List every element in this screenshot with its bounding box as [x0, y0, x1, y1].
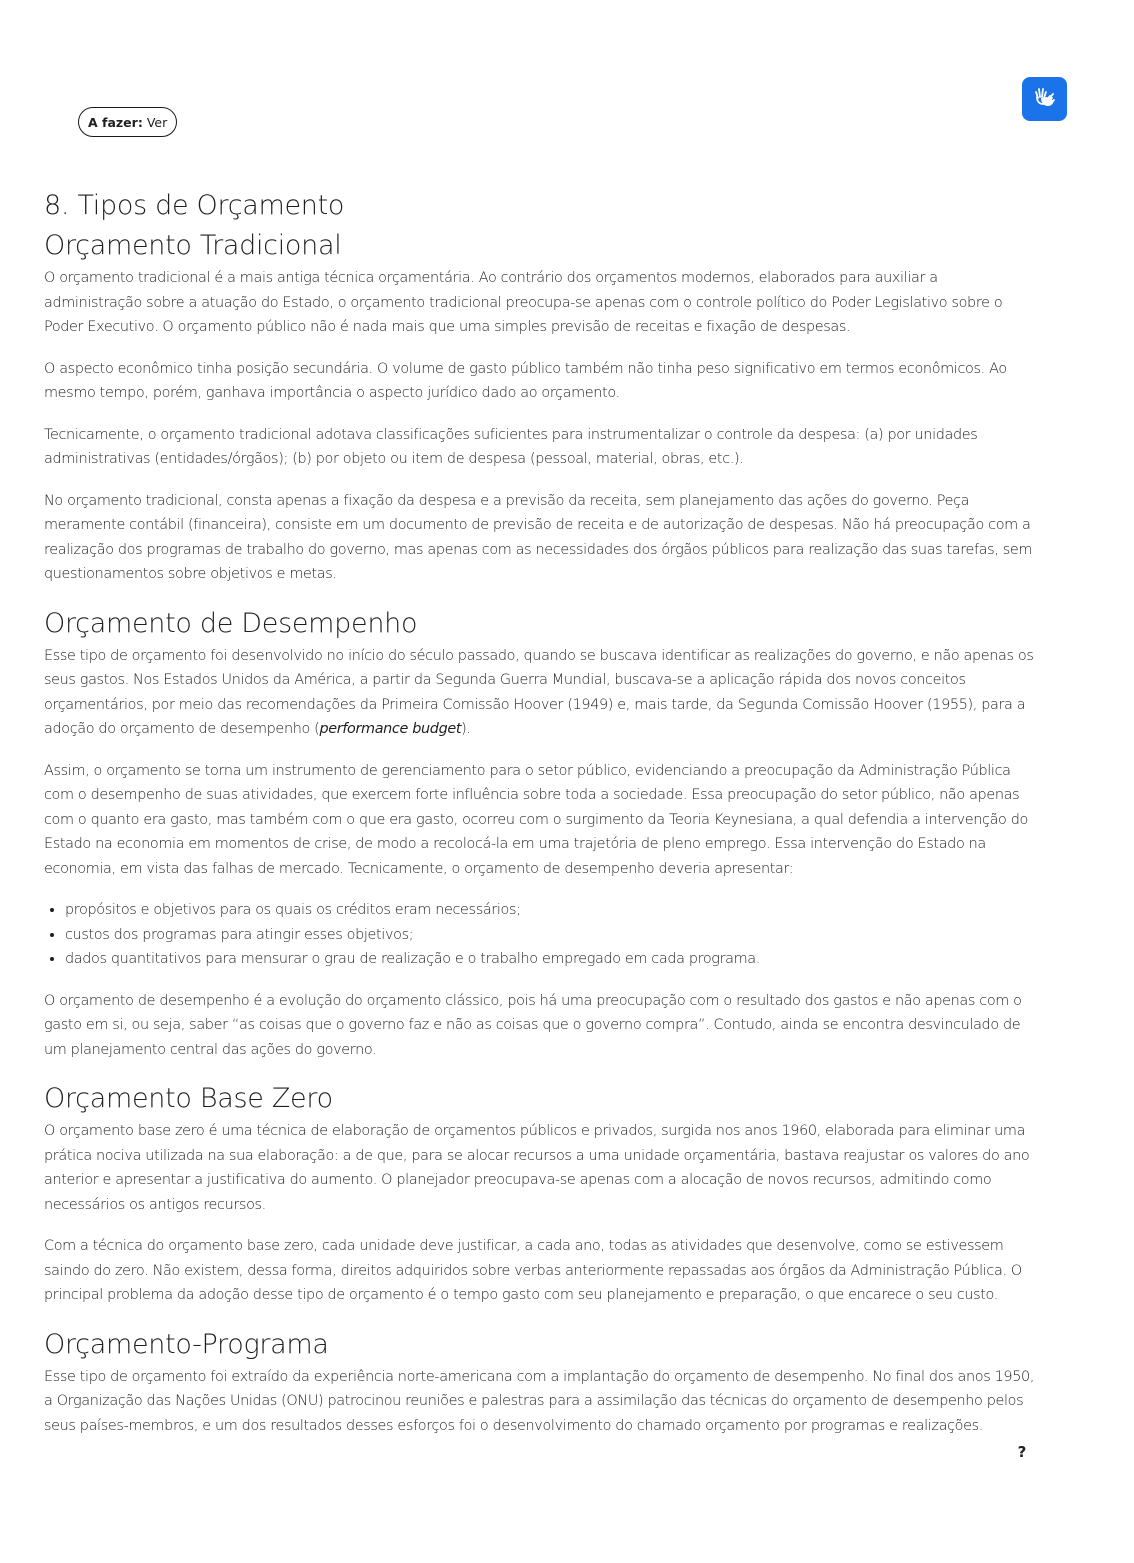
list-item: • custos dos programas para atingir esses objetivos;: [65, 923, 1038, 948]
section-heading-orcamento-tradicional: Orçamento Tradicional: [44, 230, 342, 261]
sign-language-hands-icon: [1032, 84, 1058, 114]
paragraph-text: ).: [461, 721, 471, 737]
todo-status-button[interactable]: [78, 107, 177, 137]
article-content: [44, 186, 1038, 1455]
italic-term: performance budget: [319, 721, 462, 737]
help-question-icon: ?: [1017, 1443, 1027, 1461]
bullet-list: [44, 898, 1038, 972]
list-item: • dados quantitativos para mensurar o grau de realização e o trabalho empregado em cada programa.: [65, 947, 1038, 972]
paragraph: O orçamento base zero é uma técnica de elaboração de orçamentos públicos e privados, surgida nos anos 1960, elaborada para eliminar uma prática nociva utilizada na sua elaboração: a de que, para se alocar recursos a uma unidade orçamentária, bastava reajustar os valores do ano anterior e apresentar a justificativa do aumento. O planejador preocupava-se apenas com a alocação de novos recursos, admitindo como necessários os antigos recursos.: [44, 1123, 1030, 1213]
page-title: 8. Tipos de Orçamento: [44, 190, 345, 221]
paragraph: O orçamento tradicional é a mais antiga técnica orçamentária. Ao contrário dos orçamentos modernos, elaborados para auxiliar a administração sobre a atuação do Estado, o orçamento tradicional preocupa-se apenas com o controle político do Poder Legislativo sobre o Poder Executivo. O orçamento público não é nada mais que uma simples previsão de receitas e fixação de despesas.: [44, 270, 1003, 335]
paragraph-text: Esse tipo de orçamento foi desenvolvido no início do século passado, quando se buscava identificar as realizações do governo, e não apenas os seus gastos. Nos Estados Unidos da América, a partir da Segunda Guerra Mundial, buscava-se a aplicação rápida dos novos conceitos orçamentários, por meio das recomendações da Primeira Comissão Hoover (1949) e, mais tarde, da Segunda Comissão Hoover (1955), para a adoção do orçamento de desempenho (: [44, 647, 1034, 737]
todo-value: Ver: [146, 114, 168, 130]
paragraph: Com a técnica do orçamento base zero, cada unidade deve justificar, a cada ano, todas as atividades que desenvolve, como se estivessem saindo do zero. Não existem, dessa forma, direitos adquiridos sobre verbas anteriormente repassadas aos órgãos da Administração Pública. O principal problema da adoção desse tipo de orçamento é o tempo gasto com seu planejamento e preparação, o que encarece o seu custo.: [44, 1238, 1022, 1303]
paragraph: Tecnicamente, o orçamento tradicional adotava classificações suficientes para instrumentalizar o controle da despesa: (a) por unidades administrativas (entidades/órgãos); (b) por objeto ou item de despesa (pessoal, material, obras, etc.).: [44, 426, 978, 467]
paragraph: O aspecto econômico tinha posição secundária. O volume de gasto público também não tinha peso significativo em termos econômicos. Ao mesmo tempo, porém, ganhava importância o aspecto jurídico dado ao orçamento.: [44, 360, 1007, 401]
paragraph: Assim, o orçamento se torna um instrumento de gerenciamento para o setor público, evidenciando a preocupação da Administração Pública com o desempenho de suas atividades, que exercem forte influência sobre toda a sociedade. Essa preocupação do setor público, não apenas com o quanto era gasto, mas também com o que era gasto, ocorreu com o surgimento da Teoria Keynesiana, a qual defendia a intervenção do Estado na economia em momentos de crise, de modo a recolocá-la em uma trajetória de pleno emprego. Essa intervenção do Estado na economia, em vista das falhas de mercado. Tecnicamente, o orçamento de desempenho deveria apresentar:: [44, 762, 1028, 877]
paragraph: Esse tipo de orçamento foi extraído da experiência norte-americana com a implantação do orçamento de desempenho. No final dos anos 1950, a Organização das Nações Unidas (ONU) patrocinou reuniões e palestras para a assimilação das técnicas do orçamento de desempenho pelos seus países-membros, e um dos resultados desses esforços foi o desenvolvimento do chamado orçamento por programas e realizações.: [44, 1368, 1035, 1434]
paragraph: O orçamento de desempenho é a evolução do orçamento clássico, pois há uma preocupação com o resultado dos gastos e não apenas com o gasto em si, ou seja, saber “as coisas que o governo faz e não as coisas que o governo compra”. Contudo, ainda se encontra desvinculado de um planejamento central das ações do governo.: [44, 992, 1022, 1058]
sign-language-button[interactable]: [1022, 77, 1067, 121]
section-heading-orcamento-desempenho: Orçamento de Desempenho: [44, 607, 418, 639]
help-button[interactable]: [1011, 1440, 1033, 1464]
todo-label: A fazer:: [88, 114, 143, 130]
paragraph: [44, 644, 1038, 742]
section-heading-orcamento-programa: Orçamento-Programa: [44, 1328, 329, 1360]
paragraph: No orçamento tradicional, consta apenas a fixação da despesa e a previsão da receita, sem planejamento das ações do governo. Peça meramente contábil (financeira), consiste em um documento de previsão de receita e de autorização de despesas. Não há preocupação com a realização dos programas de trabalho do governo, mas apenas com as necessidades dos órgãos públicos para realização das suas tarefas, sem questionamentos sobre objetivos e metas.: [44, 492, 1033, 582]
list-item: • propósitos e objetivos para os quais os créditos eram necessários;: [65, 898, 1038, 923]
section-heading-orcamento-base-zero: Orçamento Base Zero: [44, 1083, 333, 1114]
